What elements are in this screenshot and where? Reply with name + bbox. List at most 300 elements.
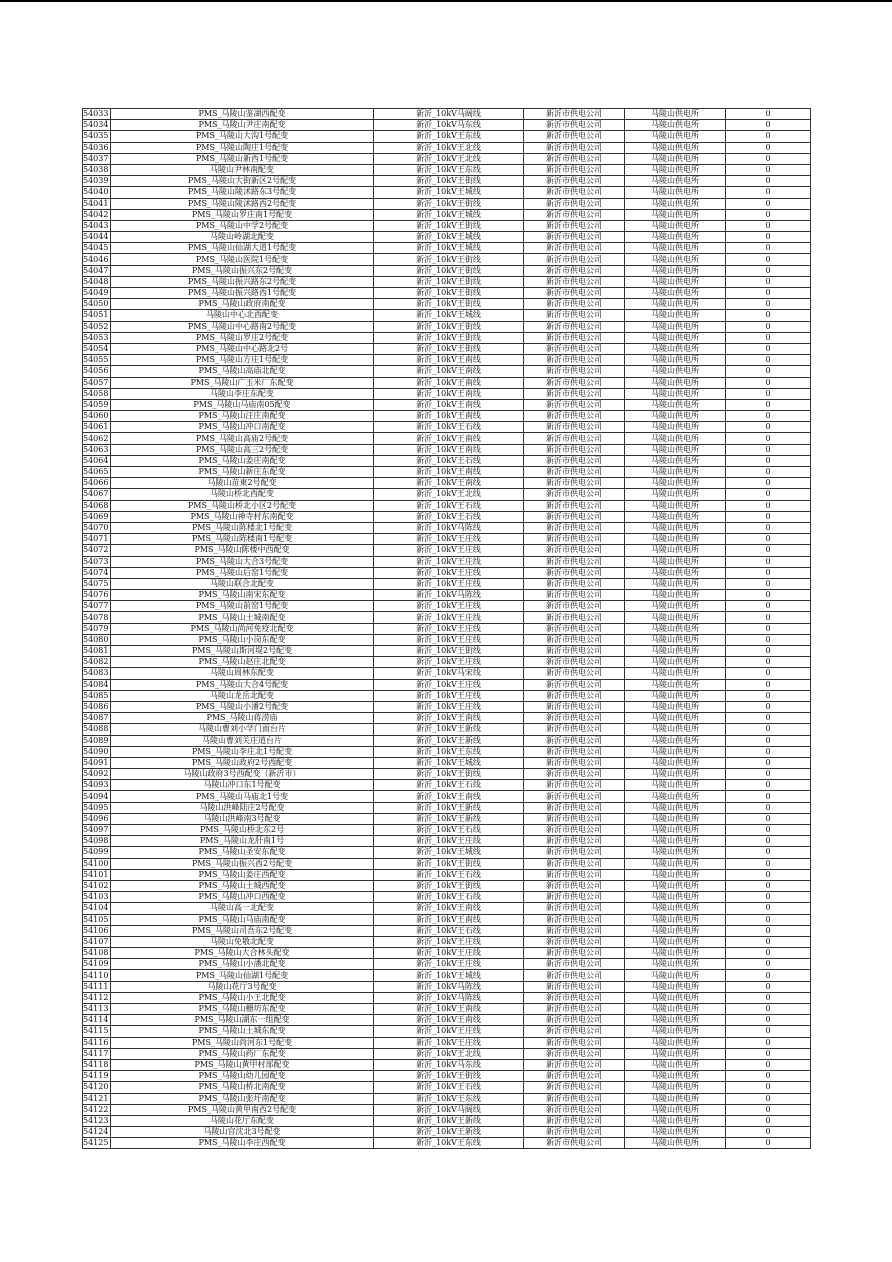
transformer-name-cell: PMS_马陵山广玉米厂东配变 bbox=[111, 377, 374, 388]
feeder-line-cell: 新沂_10kV王街线 bbox=[374, 288, 524, 299]
row-id-cell: 54109 bbox=[83, 959, 111, 970]
station-cell: 马陵山供电所 bbox=[625, 948, 726, 959]
feeder-line-cell: 新沂_10kV王南线 bbox=[374, 377, 524, 388]
row-id-cell: 54091 bbox=[83, 757, 111, 768]
value-cell: 0 bbox=[726, 925, 811, 936]
table-row bbox=[83, 299, 811, 310]
transformer-name-cell: PMS_马陵山小岗东配变 bbox=[111, 634, 374, 645]
table-row bbox=[83, 467, 811, 478]
row-id-cell: 54051 bbox=[83, 310, 111, 321]
feeder-line-cell: 新沂_10kV王庄线 bbox=[374, 534, 524, 545]
feeder-line-cell: 新沂_10kV马东线 bbox=[374, 1059, 524, 1070]
company-cell: 新沂市供电公司 bbox=[524, 769, 625, 780]
feeder-line-cell: 新沂_10kV王庄线 bbox=[374, 679, 524, 690]
table-row bbox=[83, 489, 811, 500]
company-cell: 新沂市供电公司 bbox=[524, 1071, 625, 1082]
table-row bbox=[83, 1104, 811, 1115]
transformer-name-cell: PMS_马陵山尚河免疫北配变 bbox=[111, 623, 374, 634]
company-cell: 新沂市供电公司 bbox=[524, 556, 625, 567]
row-id-cell: 54048 bbox=[83, 276, 111, 287]
table-row bbox=[83, 802, 811, 813]
company-cell: 新沂市供电公司 bbox=[524, 858, 625, 869]
table-row bbox=[83, 187, 811, 198]
feeder-line-cell: 新沂_10kV王石线 bbox=[374, 511, 524, 522]
station-cell: 马陵山供电所 bbox=[625, 254, 726, 265]
row-id-cell: 54098 bbox=[83, 836, 111, 847]
value-cell: 0 bbox=[726, 880, 811, 891]
row-id-cell: 54079 bbox=[83, 623, 111, 634]
value-cell: 0 bbox=[726, 813, 811, 824]
transformer-name-cell: PMS_马陵山陈楼北1号配变 bbox=[111, 522, 374, 533]
table-row bbox=[83, 646, 811, 657]
transformer-name-cell: 马陵山曹刘关庄道台片 bbox=[111, 735, 374, 746]
feeder-line-cell: 新沂_10kV马阔线 bbox=[374, 109, 524, 120]
table-row bbox=[83, 869, 811, 880]
transformer-name-cell: 马陵山李庄东配变 bbox=[111, 388, 374, 399]
table-row bbox=[83, 858, 811, 869]
company-cell: 新沂市供电公司 bbox=[524, 880, 625, 891]
feeder-line-cell: 新沂_10kV王南线 bbox=[374, 388, 524, 399]
company-cell: 新沂市供电公司 bbox=[524, 701, 625, 712]
table-row bbox=[83, 780, 811, 791]
company-cell: 新沂市供电公司 bbox=[524, 131, 625, 142]
transformer-name-cell: PMS_马陵山药厂东配变 bbox=[111, 1048, 374, 1059]
station-cell: 马陵山供电所 bbox=[625, 701, 726, 712]
transformer-name-cell: PMS_马陵山鉴湖西配变 bbox=[111, 109, 374, 120]
row-id-cell: 54041 bbox=[83, 198, 111, 209]
feeder-line-cell: 新沂_10kV马陈线 bbox=[374, 981, 524, 992]
station-cell: 马陵山供电所 bbox=[625, 880, 726, 891]
feeder-line-cell: 新沂_10kV王南线 bbox=[374, 355, 524, 366]
company-cell: 新沂市供电公司 bbox=[524, 288, 625, 299]
value-cell: 0 bbox=[726, 791, 811, 802]
station-cell: 马陵山供电所 bbox=[625, 623, 726, 634]
company-cell: 新沂市供电公司 bbox=[524, 433, 625, 444]
row-id-cell: 54117 bbox=[83, 1048, 111, 1059]
value-cell: 0 bbox=[726, 892, 811, 903]
transformer-name-cell: PMS_马陵山土城西配变 bbox=[111, 880, 374, 891]
table-row bbox=[83, 701, 811, 712]
company-cell: 新沂市供电公司 bbox=[524, 825, 625, 836]
transformer-name-cell: PMS_马陵山中学2号配变 bbox=[111, 220, 374, 231]
value-cell: 0 bbox=[726, 478, 811, 489]
company-cell: 新沂市供电公司 bbox=[524, 1059, 625, 1070]
station-cell: 马陵山供电所 bbox=[625, 545, 726, 556]
row-id-cell: 54122 bbox=[83, 1104, 111, 1115]
company-cell: 新沂市供电公司 bbox=[524, 1115, 625, 1126]
value-cell: 0 bbox=[726, 578, 811, 589]
company-cell: 新沂市供电公司 bbox=[524, 176, 625, 187]
station-cell: 马陵山供电所 bbox=[625, 399, 726, 410]
company-cell: 新沂市供电公司 bbox=[524, 970, 625, 981]
station-cell: 马陵山供电所 bbox=[625, 288, 726, 299]
table-row bbox=[83, 623, 811, 634]
transformer-name-cell: 马陵山官沈北3号配变 bbox=[111, 1127, 374, 1138]
station-cell: 马陵山供电所 bbox=[625, 713, 726, 724]
station-cell: 马陵山供电所 bbox=[625, 1115, 726, 1126]
table-row bbox=[83, 332, 811, 343]
transformer-name-cell: 马陵山免敬北配变 bbox=[111, 936, 374, 947]
table-row bbox=[83, 321, 811, 332]
row-id-cell: 54085 bbox=[83, 690, 111, 701]
company-cell: 新沂市供电公司 bbox=[524, 646, 625, 657]
transformer-name-cell: PMS_马陵山罗庄2号配变 bbox=[111, 332, 374, 343]
company-cell: 新沂市供电公司 bbox=[524, 153, 625, 164]
row-id-cell: 54061 bbox=[83, 422, 111, 433]
row-id-cell: 54037 bbox=[83, 153, 111, 164]
company-cell: 新沂市供电公司 bbox=[524, 265, 625, 276]
transformer-name-cell: 马陵山高一北配变 bbox=[111, 903, 374, 914]
table-row bbox=[83, 388, 811, 399]
row-id-cell: 54034 bbox=[83, 120, 111, 131]
table-row bbox=[83, 590, 811, 601]
feeder-line-cell: 新沂_10kV王城线 bbox=[374, 847, 524, 858]
company-cell: 新沂市供电公司 bbox=[524, 164, 625, 175]
row-id-cell: 54101 bbox=[83, 869, 111, 880]
row-id-cell: 54125 bbox=[83, 1138, 111, 1149]
station-cell: 马陵山供电所 bbox=[625, 422, 726, 433]
company-cell: 新沂市供电公司 bbox=[524, 847, 625, 858]
feeder-line-cell: 新沂_10kV王石线 bbox=[374, 500, 524, 511]
row-id-cell: 54065 bbox=[83, 467, 111, 478]
company-cell: 新沂市供电公司 bbox=[524, 388, 625, 399]
table-row bbox=[83, 1026, 811, 1037]
transformer-name-cell: 马陵山花厅东配变 bbox=[111, 1115, 374, 1126]
station-cell: 马陵山供电所 bbox=[625, 109, 726, 120]
company-cell: 新沂市供电公司 bbox=[524, 791, 625, 802]
transformer-name-cell: PMS_马陵山陈楼中西配变 bbox=[111, 545, 374, 556]
transformer-name-cell: PMS_马陵山栅坊东配变 bbox=[111, 1004, 374, 1015]
transformer-name-cell: 马陵山冲口东1号配变 bbox=[111, 780, 374, 791]
company-cell: 新沂市供电公司 bbox=[524, 209, 625, 220]
station-cell: 马陵山供电所 bbox=[625, 1026, 726, 1037]
value-cell: 0 bbox=[726, 1048, 811, 1059]
value-cell: 0 bbox=[726, 701, 811, 712]
station-cell: 马陵山供电所 bbox=[625, 299, 726, 310]
station-cell: 马陵山供电所 bbox=[625, 813, 726, 824]
company-cell: 新沂市供电公司 bbox=[524, 1104, 625, 1115]
company-cell: 新沂市供电公司 bbox=[524, 1138, 625, 1149]
station-cell: 马陵山供电所 bbox=[625, 489, 726, 500]
row-id-cell: 54063 bbox=[83, 444, 111, 455]
station-cell: 马陵山供电所 bbox=[625, 836, 726, 847]
station-cell: 马陵山供电所 bbox=[625, 724, 726, 735]
feeder-line-cell: 新沂_10kV王新线 bbox=[374, 1127, 524, 1138]
value-cell: 0 bbox=[726, 981, 811, 992]
row-id-cell: 54096 bbox=[83, 813, 111, 824]
company-cell: 新沂市供电公司 bbox=[524, 903, 625, 914]
table-row bbox=[83, 880, 811, 891]
station-cell: 马陵山供电所 bbox=[625, 970, 726, 981]
feeder-line-cell: 新沂_10kV王庄线 bbox=[374, 948, 524, 959]
transformer-name-cell: 马陵山洪峰陆庄2号配变 bbox=[111, 802, 374, 813]
feeder-line-cell: 新沂_10kV王南线 bbox=[374, 713, 524, 724]
station-cell: 马陵山供电所 bbox=[625, 332, 726, 343]
feeder-line-cell: 新沂_10kV王庄线 bbox=[374, 836, 524, 847]
value-cell: 0 bbox=[726, 131, 811, 142]
row-id-cell: 54120 bbox=[83, 1082, 111, 1093]
table-row bbox=[83, 847, 811, 858]
row-id-cell: 54092 bbox=[83, 769, 111, 780]
feeder-line-cell: 新沂_10kV王南线 bbox=[374, 399, 524, 410]
value-cell: 0 bbox=[726, 858, 811, 869]
row-id-cell: 54123 bbox=[83, 1115, 111, 1126]
table-row bbox=[83, 455, 811, 466]
feeder-line-cell: 新沂_10kV王南线 bbox=[374, 1004, 524, 1015]
feeder-line-cell: 新沂_10kV王街线 bbox=[374, 332, 524, 343]
value-cell: 0 bbox=[726, 1037, 811, 1048]
station-cell: 马陵山供电所 bbox=[625, 377, 726, 388]
transformer-name-cell: 马陵山周林东配变 bbox=[111, 668, 374, 679]
value-cell: 0 bbox=[726, 825, 811, 836]
feeder-line-cell: 新沂_10kV王石线 bbox=[374, 1082, 524, 1093]
feeder-line-cell: 新沂_10kV王街线 bbox=[374, 276, 524, 287]
station-cell: 马陵山供电所 bbox=[625, 153, 726, 164]
feeder-line-cell: 新沂_10kV王南线 bbox=[374, 791, 524, 802]
feeder-line-cell: 新沂_10kV王街线 bbox=[374, 220, 524, 231]
station-cell: 马陵山供电所 bbox=[625, 646, 726, 657]
station-cell: 马陵山供电所 bbox=[625, 657, 726, 668]
company-cell: 新沂市供电公司 bbox=[524, 657, 625, 668]
feeder-line-cell: 新沂_10kV王街线 bbox=[374, 265, 524, 276]
company-cell: 新沂市供电公司 bbox=[524, 612, 625, 623]
value-cell: 0 bbox=[726, 1082, 811, 1093]
company-cell: 新沂市供电公司 bbox=[524, 545, 625, 556]
row-id-cell: 54058 bbox=[83, 388, 111, 399]
row-id-cell: 54076 bbox=[83, 590, 111, 601]
value-cell: 0 bbox=[726, 903, 811, 914]
station-cell: 马陵山供电所 bbox=[625, 757, 726, 768]
company-cell: 新沂市供电公司 bbox=[524, 489, 625, 500]
table-row bbox=[83, 1004, 811, 1015]
row-id-cell: 54062 bbox=[83, 433, 111, 444]
table-row bbox=[83, 936, 811, 947]
transformer-name-cell: PMS_马陵山新西1号配变 bbox=[111, 153, 374, 164]
value-cell: 0 bbox=[726, 265, 811, 276]
feeder-line-cell: 新沂_10kV王街线 bbox=[374, 321, 524, 332]
value-cell: 0 bbox=[726, 590, 811, 601]
station-cell: 马陵山供电所 bbox=[625, 522, 726, 533]
value-cell: 0 bbox=[726, 769, 811, 780]
value-cell: 0 bbox=[726, 1026, 811, 1037]
station-cell: 马陵山供电所 bbox=[625, 914, 726, 925]
company-cell: 新沂市供电公司 bbox=[524, 332, 625, 343]
station-cell: 马陵山供电所 bbox=[625, 869, 726, 880]
row-id-cell: 54104 bbox=[83, 903, 111, 914]
table-row bbox=[83, 288, 811, 299]
station-cell: 马陵山供电所 bbox=[625, 343, 726, 354]
table-body bbox=[83, 109, 811, 1149]
transformer-name-cell: 马陵山中心北西配变 bbox=[111, 310, 374, 321]
value-cell: 0 bbox=[726, 444, 811, 455]
table-row bbox=[83, 813, 811, 824]
row-id-cell: 54055 bbox=[83, 355, 111, 366]
value-cell: 0 bbox=[726, 399, 811, 410]
table-row bbox=[83, 534, 811, 545]
row-id-cell: 54088 bbox=[83, 724, 111, 735]
value-cell: 0 bbox=[726, 1093, 811, 1104]
table-row bbox=[83, 153, 811, 164]
company-cell: 新沂市供电公司 bbox=[524, 198, 625, 209]
table-row bbox=[83, 366, 811, 377]
table-row bbox=[83, 892, 811, 903]
transformer-name-cell: PMS_马陵山姜庄西配变 bbox=[111, 869, 374, 880]
feeder-line-cell: 新沂_10kV王石线 bbox=[374, 869, 524, 880]
table-row bbox=[83, 1015, 811, 1026]
company-cell: 新沂市供电公司 bbox=[524, 735, 625, 746]
feeder-line-cell: 新沂_10kV王南线 bbox=[374, 444, 524, 455]
feeder-line-cell: 新沂_10kV王新线 bbox=[374, 1115, 524, 1126]
station-cell: 马陵山供电所 bbox=[625, 232, 726, 243]
transformer-name-cell: PMS_马陵山大合林头配变 bbox=[111, 948, 374, 959]
table-row bbox=[83, 1071, 811, 1082]
station-cell: 马陵山供电所 bbox=[625, 679, 726, 690]
row-id-cell: 54080 bbox=[83, 634, 111, 645]
value-cell: 0 bbox=[726, 690, 811, 701]
company-cell: 新沂市供电公司 bbox=[524, 276, 625, 287]
value-cell: 0 bbox=[726, 668, 811, 679]
feeder-line-cell: 新沂_10kV王庄线 bbox=[374, 1026, 524, 1037]
value-cell: 0 bbox=[726, 646, 811, 657]
station-cell: 马陵山供电所 bbox=[625, 1104, 726, 1115]
row-id-cell: 54089 bbox=[83, 735, 111, 746]
feeder-line-cell: 新沂_10kV马陈线 bbox=[374, 522, 524, 533]
table-row bbox=[83, 377, 811, 388]
feeder-line-cell: 新沂_10kV王石线 bbox=[374, 780, 524, 791]
row-id-cell: 54107 bbox=[83, 936, 111, 947]
company-cell: 新沂市供电公司 bbox=[524, 1093, 625, 1104]
table-row bbox=[83, 422, 811, 433]
table-row bbox=[83, 746, 811, 757]
feeder-line-cell: 新沂_10kV王新线 bbox=[374, 802, 524, 813]
value-cell: 0 bbox=[726, 232, 811, 243]
transformer-name-cell: PMS_马陵山前窑1号配变 bbox=[111, 601, 374, 612]
transformer-table bbox=[82, 108, 811, 1149]
feeder-line-cell: 新沂_10kV王庄线 bbox=[374, 601, 524, 612]
value-cell: 0 bbox=[726, 1059, 811, 1070]
value-cell: 0 bbox=[726, 310, 811, 321]
table-row bbox=[83, 601, 811, 612]
row-id-cell: 54039 bbox=[83, 176, 111, 187]
table-row bbox=[83, 757, 811, 768]
station-cell: 马陵山供电所 bbox=[625, 276, 726, 287]
transformer-name-cell: 马陵山苗東2号配变 bbox=[111, 478, 374, 489]
station-cell: 马陵山供电所 bbox=[625, 366, 726, 377]
station-cell: 马陵山供电所 bbox=[625, 355, 726, 366]
station-cell: 马陵山供电所 bbox=[625, 634, 726, 645]
feeder-line-cell: 新沂_10kV王石线 bbox=[374, 925, 524, 936]
table-row bbox=[83, 109, 811, 120]
value-cell: 0 bbox=[726, 567, 811, 578]
station-cell: 马陵山供电所 bbox=[625, 1093, 726, 1104]
company-cell: 新沂市供电公司 bbox=[524, 321, 625, 332]
company-cell: 新沂市供电公司 bbox=[524, 746, 625, 757]
feeder-line-cell: 新沂_10kV王北线 bbox=[374, 153, 524, 164]
value-cell: 0 bbox=[726, 176, 811, 187]
transformer-name-cell: PMS_马陵山斯河堤2号配变 bbox=[111, 646, 374, 657]
feeder-line-cell: 新沂_10kV马宋线 bbox=[374, 668, 524, 679]
feeder-line-cell: 新沂_10kV王庄线 bbox=[374, 623, 524, 634]
value-cell: 0 bbox=[726, 1115, 811, 1126]
table-row bbox=[83, 243, 811, 254]
table-row bbox=[83, 220, 811, 231]
value-cell: 0 bbox=[726, 288, 811, 299]
row-id-cell: 54086 bbox=[83, 701, 111, 712]
row-id-cell: 54102 bbox=[83, 880, 111, 891]
value-cell: 0 bbox=[726, 209, 811, 220]
row-id-cell: 54059 bbox=[83, 399, 111, 410]
company-cell: 新沂市供电公司 bbox=[524, 478, 625, 489]
value-cell: 0 bbox=[726, 153, 811, 164]
station-cell: 马陵山供电所 bbox=[625, 388, 726, 399]
company-cell: 新沂市供电公司 bbox=[524, 120, 625, 131]
station-cell: 马陵山供电所 bbox=[625, 120, 726, 131]
feeder-line-cell: 新沂_10kV王北线 bbox=[374, 489, 524, 500]
table-row bbox=[83, 914, 811, 925]
transformer-name-cell: PMS_马陵山中心路北2号 bbox=[111, 343, 374, 354]
row-id-cell: 54038 bbox=[83, 164, 111, 175]
row-id-cell: 54056 bbox=[83, 366, 111, 377]
value-cell: 0 bbox=[726, 634, 811, 645]
value-cell: 0 bbox=[726, 757, 811, 768]
transformer-name-cell: PMS_马陵山司吾东2号配变 bbox=[111, 925, 374, 936]
table-row bbox=[83, 142, 811, 153]
value-cell: 0 bbox=[726, 243, 811, 254]
value-cell: 0 bbox=[726, 1127, 811, 1138]
feeder-line-cell: 新沂_10kV王新线 bbox=[374, 735, 524, 746]
value-cell: 0 bbox=[726, 713, 811, 724]
value-cell: 0 bbox=[726, 377, 811, 388]
row-id-cell: 54074 bbox=[83, 567, 111, 578]
transformer-name-cell: PMS_马陵山政府2号西配变 bbox=[111, 757, 374, 768]
row-id-cell: 54070 bbox=[83, 522, 111, 533]
feeder-line-cell: 新沂_10kV王街线 bbox=[374, 254, 524, 265]
company-cell: 新沂市供电公司 bbox=[524, 232, 625, 243]
value-cell: 0 bbox=[726, 836, 811, 847]
value-cell: 0 bbox=[726, 433, 811, 444]
company-cell: 新沂市供电公司 bbox=[524, 455, 625, 466]
station-cell: 马陵山供电所 bbox=[625, 612, 726, 623]
row-id-cell: 54054 bbox=[83, 343, 111, 354]
transformer-name-cell: PMS_马陵山幼儿园配变 bbox=[111, 1071, 374, 1082]
transformer-name-cell: PMS_马陵山小潘2号配变 bbox=[111, 701, 374, 712]
company-cell: 新沂市供电公司 bbox=[524, 590, 625, 601]
table-row bbox=[83, 1082, 811, 1093]
company-cell: 新沂市供电公司 bbox=[524, 343, 625, 354]
station-cell: 马陵山供电所 bbox=[625, 1037, 726, 1048]
transformer-name-cell: PMS_马陵山陶庄1号配变 bbox=[111, 142, 374, 153]
value-cell: 0 bbox=[726, 1004, 811, 1015]
feeder-line-cell: 新沂_10kV王庄线 bbox=[374, 612, 524, 623]
station-cell: 马陵山供电所 bbox=[625, 310, 726, 321]
value-cell: 0 bbox=[726, 366, 811, 377]
company-cell: 新沂市供电公司 bbox=[524, 690, 625, 701]
station-cell: 马陵山供电所 bbox=[625, 243, 726, 254]
station-cell: 马陵山供电所 bbox=[625, 590, 726, 601]
row-id-cell: 54075 bbox=[83, 578, 111, 589]
station-cell: 马陵山供电所 bbox=[625, 858, 726, 869]
company-cell: 新沂市供电公司 bbox=[524, 254, 625, 265]
company-cell: 新沂市供电公司 bbox=[524, 780, 625, 791]
row-id-cell: 54073 bbox=[83, 556, 111, 567]
row-id-cell: 54103 bbox=[83, 892, 111, 903]
transformer-name-cell: PMS_马陵山大街新区2号配变 bbox=[111, 176, 374, 187]
transformer-name-cell: 马陵山岭湖北配变 bbox=[111, 232, 374, 243]
row-id-cell: 54094 bbox=[83, 791, 111, 802]
transformer-name-cell: PMS_马陵山湖东一组配变 bbox=[111, 1015, 374, 1026]
table-row bbox=[83, 176, 811, 187]
feeder-line-cell: 新沂_10kV马东线 bbox=[374, 120, 524, 131]
